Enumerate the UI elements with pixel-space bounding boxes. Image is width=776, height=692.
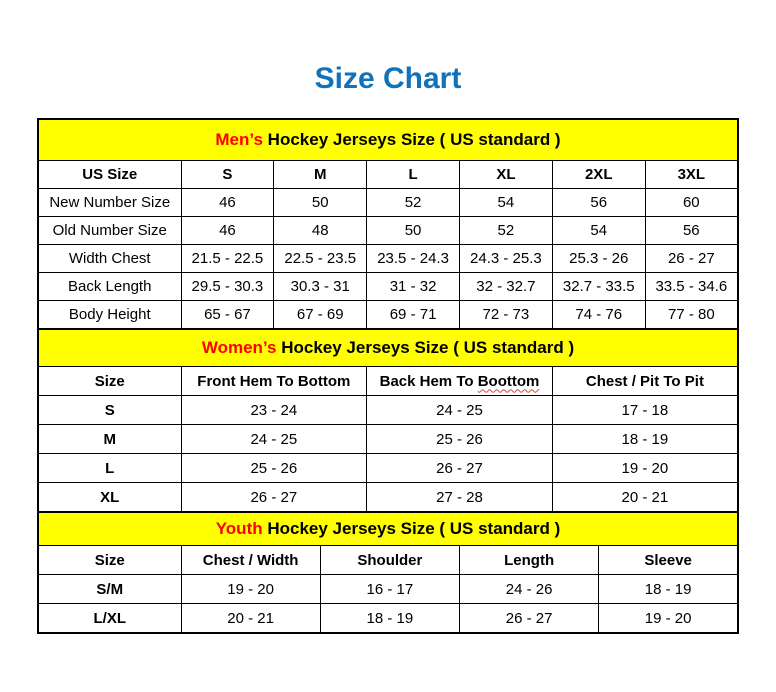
column-header: Length: [460, 546, 599, 575]
column-header: Chest / Pit To Pit: [552, 367, 738, 396]
table-cell: 52: [459, 217, 552, 245]
column-header: XL: [459, 161, 552, 189]
table-cell: 25 - 26: [367, 425, 553, 454]
row-label: New Number Size: [38, 189, 181, 217]
table-row: [38, 483, 738, 513]
column-header: Chest / Width: [181, 546, 320, 575]
table-cell: 50: [274, 189, 367, 217]
row-label: XL: [38, 483, 181, 513]
table-cell: 46: [181, 217, 274, 245]
table-cell: 32.7 - 33.5: [552, 273, 645, 301]
mens-size-table: [37, 118, 739, 330]
row-label: Old Number Size: [38, 217, 181, 245]
table-cell: 23 - 24: [181, 396, 367, 425]
table-row: [38, 425, 738, 454]
column-header: Size: [38, 367, 181, 396]
misspelled-word: Boottom: [477, 372, 540, 390]
table-cell: 25.3 - 26: [552, 245, 645, 273]
table-cell: 26 - 27: [367, 454, 553, 483]
table-cell: 54: [459, 189, 552, 217]
row-label: S: [38, 396, 181, 425]
column-header: 2XL: [552, 161, 645, 189]
womens-section-title: [38, 329, 738, 367]
column-header: Shoulder: [320, 546, 459, 575]
table-row: [38, 301, 738, 330]
table-cell: 20 - 21: [181, 604, 320, 634]
table-cell: 30.3 - 31: [274, 273, 367, 301]
table-cell: 46: [181, 189, 274, 217]
table-row: [38, 245, 738, 273]
table-cell: 69 - 71: [367, 301, 460, 330]
row-label: Body Height: [38, 301, 181, 330]
column-header: M: [274, 161, 367, 189]
womens-size-table: [37, 328, 739, 513]
table-cell: 26 - 27: [645, 245, 738, 273]
table-cell: 33.5 - 34.6: [645, 273, 738, 301]
youth-title-highlight: Youth: [215, 519, 263, 538]
table-row: [38, 575, 738, 604]
table-row: [38, 273, 738, 301]
youth-section-header: [38, 512, 738, 546]
table-cell: 29.5 - 30.3: [181, 273, 274, 301]
table-cell: 50: [367, 217, 460, 245]
table-cell: 19 - 20: [552, 454, 738, 483]
row-label: L/XL: [38, 604, 181, 634]
table-cell: 18 - 19: [320, 604, 459, 634]
youth-title-text: Hockey Jerseys Size ( US standard ): [267, 519, 561, 538]
column-header: Sleeve: [599, 546, 738, 575]
youth-size-table: [37, 511, 739, 634]
table-cell: 48: [274, 217, 367, 245]
column-header: US Size: [38, 161, 181, 189]
size-chart: [37, 118, 739, 634]
table-cell: 19 - 20: [599, 604, 738, 634]
womens-header-row: [38, 367, 738, 396]
table-row: [38, 217, 738, 245]
table-cell: 65 - 67: [181, 301, 274, 330]
row-label: S/M: [38, 575, 181, 604]
row-label: M: [38, 425, 181, 454]
mens-section-header: [38, 119, 738, 161]
table-row: [38, 604, 738, 634]
table-row: [38, 454, 738, 483]
table-cell: 54: [552, 217, 645, 245]
table-cell: 56: [645, 217, 738, 245]
womens-title-highlight: Women’s: [201, 338, 277, 357]
youth-header-row: [38, 546, 738, 575]
table-cell: 17 - 18: [552, 396, 738, 425]
row-label: L: [38, 454, 181, 483]
womens-title-text: Hockey Jerseys Size ( US standard ): [281, 338, 575, 357]
row-label: Back Length: [38, 273, 181, 301]
table-cell: 20 - 21: [552, 483, 738, 513]
column-header: Front Hem To Bottom: [181, 367, 367, 396]
column-header: Back Hem To Boottom: [367, 367, 553, 396]
page-title: Size Chart: [314, 62, 462, 95]
table-cell: 23.5 - 24.3: [367, 245, 460, 273]
youth-section-title: [38, 512, 738, 546]
table-cell: 24.3 - 25.3: [459, 245, 552, 273]
mens-title-highlight: Men’s: [215, 130, 263, 149]
table-cell: 74 - 76: [552, 301, 645, 330]
table-cell: 56: [552, 189, 645, 217]
row-label: Width Chest: [38, 245, 181, 273]
table-cell: 26 - 27: [460, 604, 599, 634]
table-cell: 19 - 20: [181, 575, 320, 604]
table-cell: 16 - 17: [320, 575, 459, 604]
table-cell: 32 - 32.7: [459, 273, 552, 301]
table-cell: 21.5 - 22.5: [181, 245, 274, 273]
column-header: S: [181, 161, 274, 189]
table-row: [38, 396, 738, 425]
table-cell: 27 - 28: [367, 483, 553, 513]
table-cell: 52: [367, 189, 460, 217]
table-cell: 77 - 80: [645, 301, 738, 330]
column-header: L: [367, 161, 460, 189]
table-cell: 26 - 27: [181, 483, 367, 513]
table-cell: 18 - 19: [552, 425, 738, 454]
table-cell: 25 - 26: [181, 454, 367, 483]
table-cell: 72 - 73: [459, 301, 552, 330]
table-cell: 31 - 32: [367, 273, 460, 301]
table-cell: 24 - 25: [181, 425, 367, 454]
table-row: [38, 189, 738, 217]
mens-header-row: [38, 161, 738, 189]
mens-section-title: [38, 119, 738, 161]
column-header: Size: [38, 546, 181, 575]
table-cell: 24 - 26: [460, 575, 599, 604]
table-cell: 22.5 - 23.5: [274, 245, 367, 273]
column-header: 3XL: [645, 161, 738, 189]
table-cell: 60: [645, 189, 738, 217]
table-cell: 18 - 19: [599, 575, 738, 604]
table-cell: 24 - 25: [367, 396, 553, 425]
table-cell: 67 - 69: [274, 301, 367, 330]
womens-section-header: [38, 329, 738, 367]
mens-title-text: Hockey Jerseys Size ( US standard ): [267, 130, 561, 149]
